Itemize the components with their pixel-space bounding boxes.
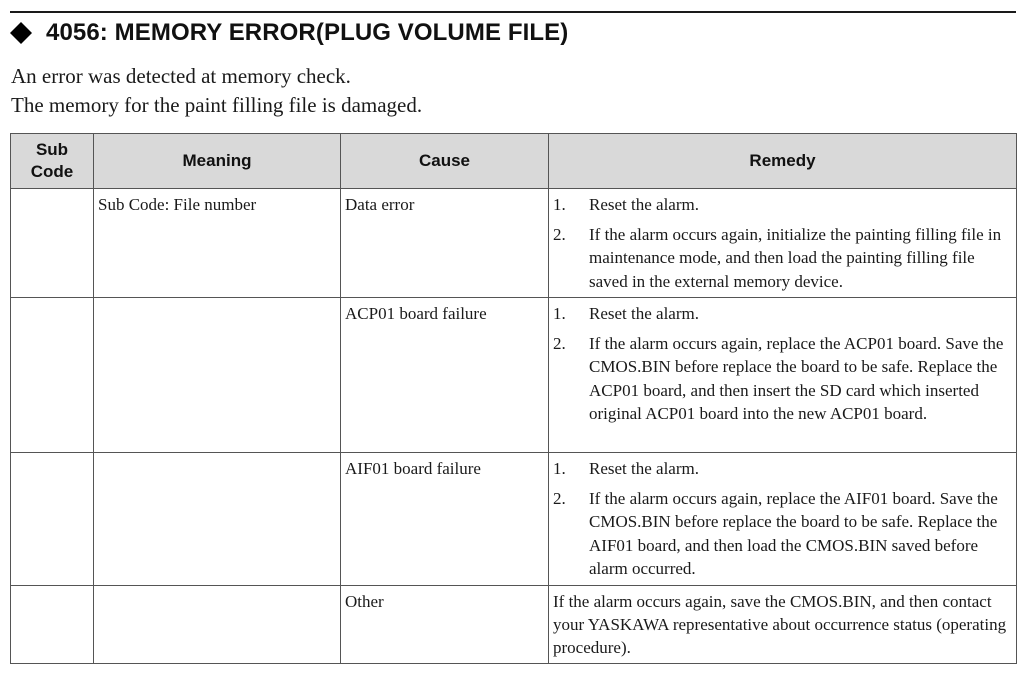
remedy-steps — [553, 302, 1012, 426]
step-text: If the alarm occurs again, replace the ACP01 board. Save the CMOS.BIN before replace the board to be safe. Replace the ACP01 board, and then insert the SD card which inserted original ACP01 board into the new ACP01 board. — [589, 333, 1004, 423]
step-text: If the alarm occurs again, replace the AIF01 board. Save the CMOS.BIN before replace the board to be safe. Replace the AIF01 board, and then load the CMOS.BIN saved before alarm occurred. — [589, 488, 998, 578]
step-text: Reset the alarm. — [589, 195, 699, 214]
top-rule — [10, 11, 1016, 13]
header-sub-code-label: Sub Code — [30, 140, 74, 181]
sub-code-cell — [11, 189, 94, 298]
remedy-step — [553, 457, 1012, 481]
table-row — [11, 189, 1017, 298]
sub-code-cell — [11, 585, 94, 663]
table-row — [11, 453, 1017, 586]
diamond-bullet-icon — [10, 22, 32, 44]
table-row — [11, 298, 1017, 453]
step-number: 1. — [553, 304, 566, 323]
remedy-cell — [549, 585, 1017, 663]
cause-cell: AIF01 board failure — [341, 453, 549, 586]
error-table — [10, 133, 1017, 664]
step-text: If the alarm occurs again, initialize the painting filling file in maintenance mode, and then load the painting filling file saved in the external memory device. — [589, 224, 1002, 291]
header-sub-code — [11, 134, 94, 189]
table-row — [11, 585, 1017, 663]
meaning-cell — [94, 453, 341, 586]
step-number: 1. — [553, 459, 566, 478]
meaning-cell: Sub Code: File number — [94, 189, 341, 298]
remedy-steps — [553, 457, 1012, 581]
page-title: 4056: MEMORY ERROR(PLUG VOLUME FILE) — [46, 19, 569, 46]
cause-cell: Other — [341, 585, 549, 663]
remedy-cell — [549, 453, 1017, 586]
remedy-step — [553, 332, 1012, 426]
header-remedy: Remedy — [549, 134, 1017, 189]
remedy-steps — [553, 193, 1012, 293]
step-text: Reset the alarm. — [589, 304, 699, 323]
remedy-step — [553, 193, 1012, 217]
step-number: 2. — [553, 224, 566, 244]
title-row — [10, 16, 568, 50]
step-number: 2. — [553, 333, 566, 353]
remedy-step — [553, 302, 1012, 326]
step-number: 2. — [553, 488, 566, 508]
step-number: 1. — [553, 195, 566, 214]
remedy-step — [553, 487, 1012, 581]
header-cause: Cause — [341, 134, 549, 189]
meaning-cell — [94, 585, 341, 663]
cause-cell: ACP01 board failure — [341, 298, 549, 453]
step-text: Reset the alarm. — [589, 459, 699, 478]
header-meaning: Meaning — [94, 134, 341, 189]
sub-code-cell — [11, 298, 94, 453]
intro-line-2: The memory for the paint filling file is damaged. — [11, 93, 423, 117]
remedy-step — [553, 223, 1012, 294]
remedy-cell — [549, 189, 1017, 298]
cause-cell: Data error — [341, 189, 549, 298]
intro-line-1: An error was detected at memory check. — [11, 64, 351, 88]
sub-code-cell — [11, 453, 94, 586]
remedy-cell — [549, 298, 1017, 453]
table-header-row — [11, 134, 1017, 189]
intro-text — [11, 62, 422, 120]
remedy-text: If the alarm occurs again, save the CMOS.BIN, and then contact your YASKAWA representative about occurrence status (operating procedure). — [553, 591, 1007, 657]
meaning-cell — [94, 298, 341, 453]
